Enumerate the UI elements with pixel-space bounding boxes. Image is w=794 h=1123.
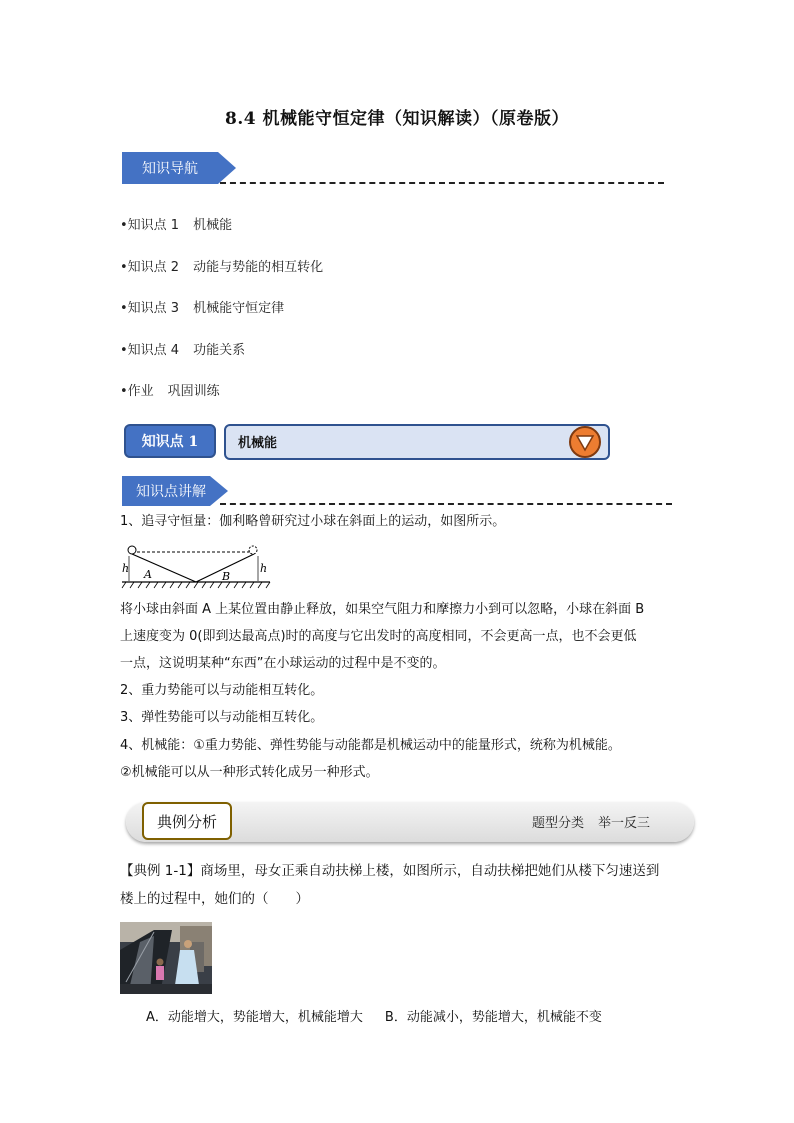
incline-figure bbox=[120, 544, 274, 590]
dashed-divider bbox=[220, 182, 664, 184]
toc-bullet: •作业 bbox=[120, 384, 154, 399]
toc-item-homework bbox=[120, 380, 234, 399]
knowledge-point-title: 机械能 bbox=[238, 436, 278, 451]
subtitle-1: 题型分类 bbox=[532, 816, 585, 831]
toc-text: 机械能守恒定律 bbox=[193, 301, 285, 316]
label-b: B bbox=[222, 570, 231, 583]
toc-item-4 bbox=[120, 339, 259, 358]
example-tag: 典例分析 bbox=[142, 802, 232, 840]
ground-hatch bbox=[122, 582, 270, 588]
options-row bbox=[146, 1006, 602, 1025]
incline-a bbox=[132, 554, 196, 582]
expand-down-icon[interactable] bbox=[569, 426, 601, 458]
toc-text: 机械能 bbox=[193, 218, 233, 233]
tag-arrow-shape bbox=[218, 152, 236, 184]
paragraph-2-line-2: 上速度变为 0(即到达最高点)时的高度与它出发时的高度相同，不会更高一点，也不会更低 bbox=[120, 629, 637, 644]
section-tag-navigation: 知识导航 bbox=[122, 152, 218, 184]
paragraph-2-line-3: 一点，这说明某种“东西”在小球运动的过程中是不变的。 bbox=[120, 656, 446, 671]
toc-text: 功能关系 bbox=[193, 343, 246, 358]
ball-end bbox=[249, 546, 257, 554]
paragraph-3: 2、重力势能可以与动能相互转化。 bbox=[120, 683, 324, 698]
toc-text: 动能与势能的相互转化 bbox=[193, 260, 324, 275]
toc-item-1 bbox=[120, 214, 246, 233]
toc-bullet: •知识点 2 bbox=[120, 260, 180, 275]
subtitle-2: 举一反三 bbox=[598, 816, 651, 831]
example-subtitle bbox=[532, 812, 650, 831]
section-tag-explanation: 知识点讲解 bbox=[122, 476, 210, 506]
triangle-down-icon bbox=[571, 428, 599, 456]
escalator-photo bbox=[120, 922, 212, 994]
label-a: A bbox=[144, 568, 152, 581]
paragraph-1: 1、追寻守恒量：伽利略曾研究过小球在斜面上的运动，如图所示。 bbox=[120, 514, 506, 529]
paragraph-2-line-1: 将小球由斜面 A 上某位置由静止释放，如果空气阻力和摩擦力小到可以忽略，小球在斜面 B bbox=[120, 602, 645, 617]
toc-bullet: •知识点 1 bbox=[120, 218, 180, 233]
paragraph-6: ②机械能可以从一种形式转化成另一种形式。 bbox=[120, 765, 379, 780]
paragraph-4: 3、弹性势能可以与动能相互转化。 bbox=[120, 710, 324, 725]
toc-bullet: •知识点 3 bbox=[120, 301, 180, 316]
paragraph-5: 4、机械能：①重力势能、弹性势能与动能都是机械运动中的能量形式，统称为机械能。 bbox=[120, 738, 621, 753]
page-title: 8.4 机械能守恒定律（知识解读）（原卷版） bbox=[225, 109, 569, 129]
option-a[interactable]: A．动能增大，势能增大，机械能增大 bbox=[146, 1010, 363, 1025]
toc-item-3 bbox=[120, 297, 298, 316]
knowledge-point-badge: 知识点 1 bbox=[124, 424, 216, 458]
label-h-left: h bbox=[122, 562, 130, 575]
example-1-line-2: 楼上的过程中，她们的（ ） bbox=[120, 891, 309, 907]
dashed-divider bbox=[220, 503, 672, 505]
label-h-right: h bbox=[260, 562, 268, 575]
option-b[interactable]: B．动能减小，势能增大，机械能不变 bbox=[384, 1010, 602, 1025]
toc-text: 巩固训练 bbox=[167, 384, 220, 399]
toc-item-2 bbox=[120, 256, 337, 275]
ball-start bbox=[128, 546, 136, 554]
tag-arrow-shape bbox=[210, 476, 228, 506]
toc-bullet: •知识点 4 bbox=[120, 343, 180, 358]
example-1-line-1: 【典例 1-1】商场里，母女正乘自动扶梯上楼，如图所示，自动扶梯把她们从楼下匀速送到 bbox=[120, 863, 660, 879]
knowledge-point-bar bbox=[224, 424, 610, 460]
